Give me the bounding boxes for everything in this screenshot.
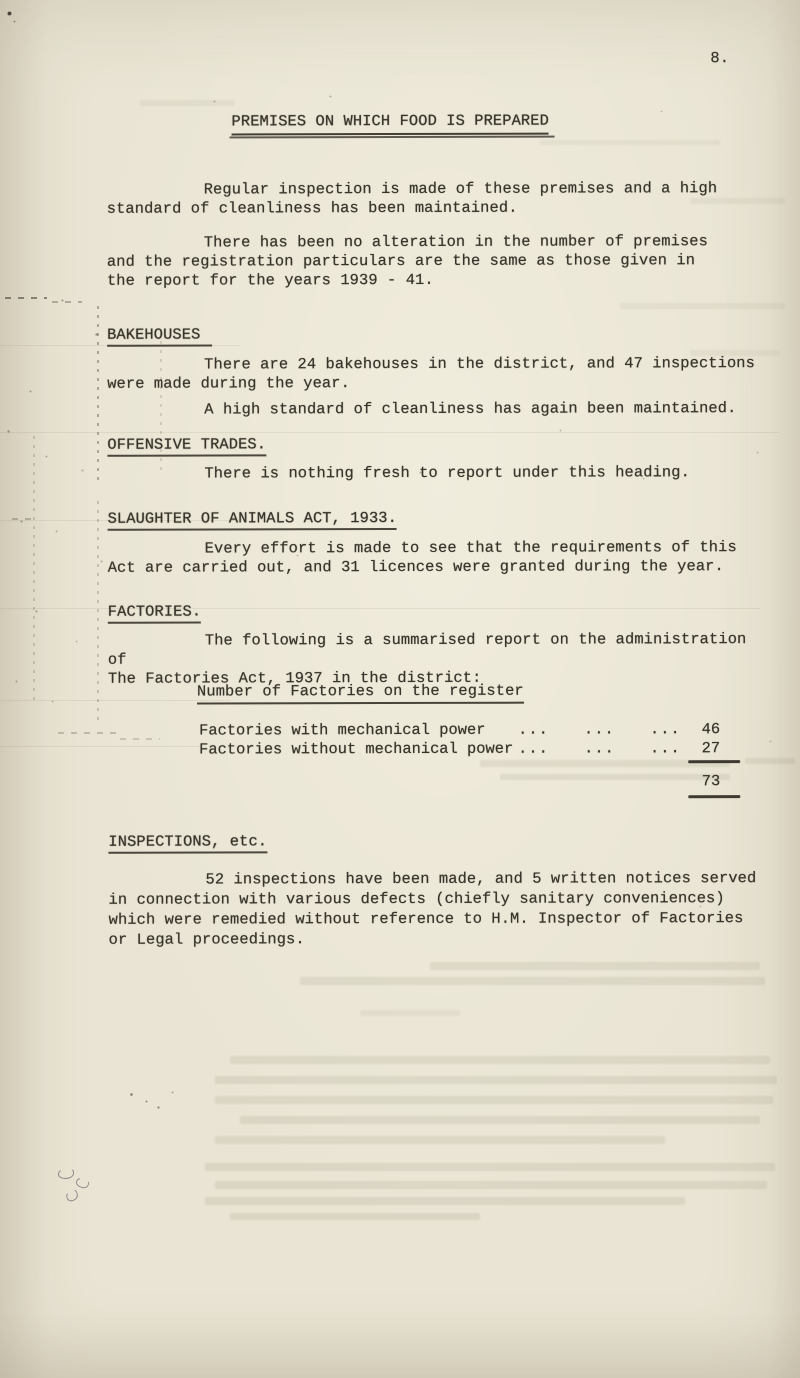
- offensive-trades-heading: [107, 435, 266, 454]
- intro-paragraph-2: There has been no alteration in the number of premises and the registration particulars are the same as those given in the report for the years 1939 - 41.: [106, 232, 708, 290]
- inspections-heading-text: INSPECTIONS, etc.: [108, 832, 267, 853]
- slaughter-act-paragraph: Every effort is made to see that the requirements of this Act are carried out, and 31 licences were granted during the year.: [107, 538, 737, 577]
- bakehouses-paragraph-2: A high standard of cleanliness has again been maintained.: [204, 399, 737, 419]
- slaughter-act-heading-text: SLAUGHTER OF ANIMALS ACT, 1933.: [108, 509, 397, 531]
- register-row-non-mechanical: [199, 739, 720, 759]
- offensive-trades-paragraph: There is nothing fresh to report under this heading.: [204, 463, 690, 483]
- factories-heading: [108, 603, 201, 622]
- total-rule-top: [688, 760, 740, 763]
- page-number: 8.: [710, 49, 730, 68]
- offensive-trades-heading-text: OFFENSIVE TRADES.: [107, 435, 266, 456]
- bakehouses-heading-text: BAKEHOUSES: [107, 325, 212, 346]
- bakehouses-heading: [107, 325, 212, 344]
- register-row-value: 27: [701, 739, 721, 758]
- register-row-label: Factories without mechanical power: [199, 739, 514, 759]
- register-total: 73: [701, 772, 721, 791]
- factories-register-heading-text: Number of Factories on the register: [197, 682, 524, 705]
- dot-leader: ... ... ...: [518, 720, 681, 739]
- page-title: PREMISES ON WHICH FOOD IS PREPARED: [231, 112, 548, 136]
- factories-paragraph: The following is a summarised report on the administration of The Factories Act, 1937 in the district:: [107, 630, 747, 688]
- inspections-paragraph: 52 inspections have been made, and 5 written notices served in connection with various defects (chiefly sanitary conveniences) which were remedied without reference to H.M. Inspector of Factories or Legal proceedings.: [108, 869, 757, 949]
- slaughter-act-heading: [108, 509, 397, 529]
- register-row-value: 46: [701, 720, 721, 739]
- total-rule-bottom: [688, 795, 740, 798]
- factories-register-heading: [197, 682, 524, 702]
- bakehouses-paragraph-1: There are 24 bakehouses in the district, and 47 inspections were made during the year.: [107, 354, 755, 393]
- register-row-label: Factories with mechanical power: [199, 720, 486, 740]
- intro-paragraph-1: Regular inspection is made of these premises and a high standard of cleanliness has been maintained.: [106, 179, 718, 218]
- inspections-heading: [108, 832, 267, 851]
- factories-heading-text: FACTORIES.: [108, 603, 201, 624]
- dot-leader: ... ... ...: [518, 739, 681, 758]
- register-row-mechanical: [199, 720, 720, 740]
